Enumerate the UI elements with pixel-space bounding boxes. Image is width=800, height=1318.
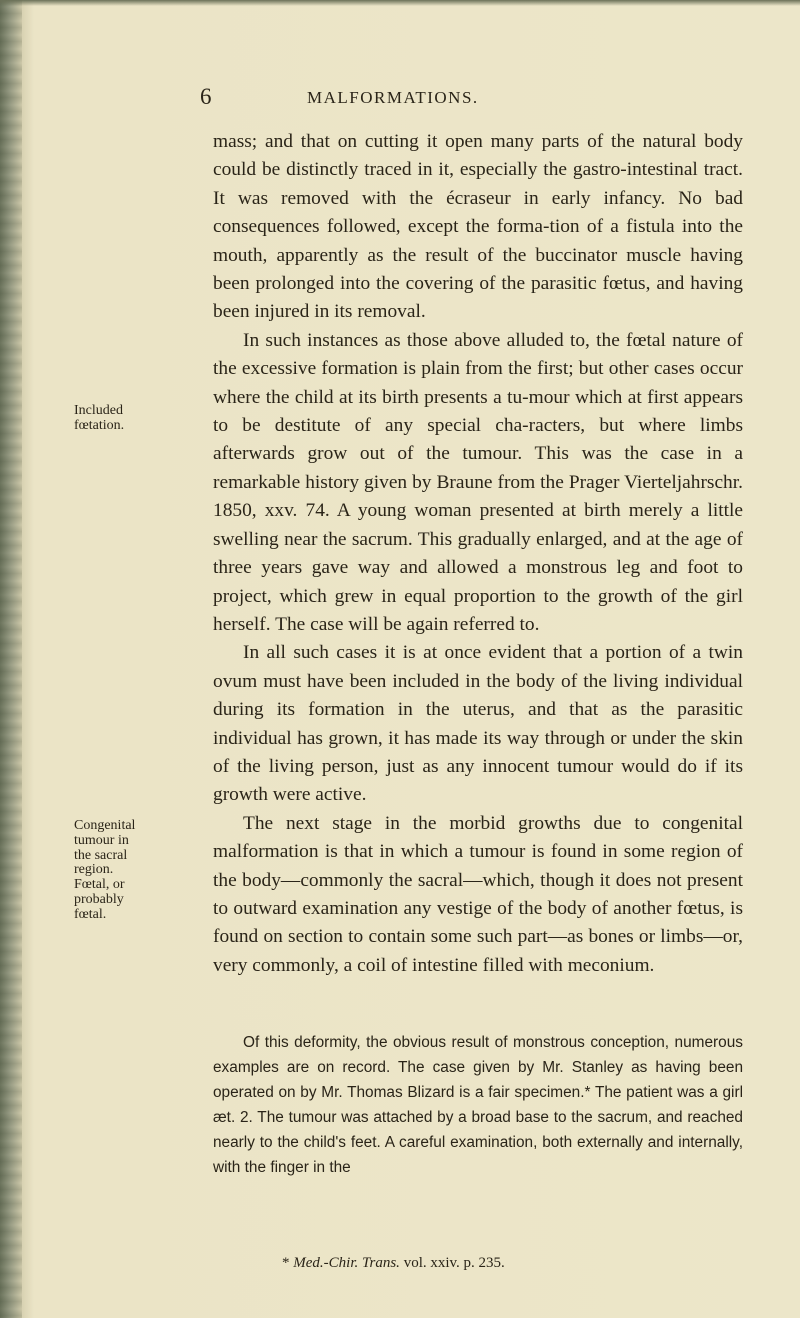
page-header bbox=[0, 84, 800, 114]
sidenote-line: tumour in bbox=[74, 832, 129, 848]
footnote-marker: * bbox=[282, 1255, 294, 1271]
small-paragraph: Of this deformity, the obvious result of monstrous conception, numerous examples are on record. The case given by Mr. Stanley as having been operated on by Mr. Thomas Blizard is a fair specimen.* The patient was a girl æt. 2. The tumour was attached by a broad base to the sacrum, and reached nearly to the child's feet. A careful examination, both externally and internally, with the finger in the bbox=[213, 1034, 743, 1177]
sidenote-line: Fœtal, or bbox=[74, 877, 125, 893]
sidenote-line: Included bbox=[74, 403, 123, 418]
page-number: 6 bbox=[200, 84, 212, 109]
paragraph: In such instances as those above alluded to, the fœtal nature of the excessive formation is plain from the first; but other cases occur where the child at its birth presents a tu-mour which at first appears to be destitute of any special cha-racters, but where limbs afterwards grow out of the tumour. This was the case in a remarkable history given by Braune from the Prager Vierteljahrschr. 1850, xxv. 74. A young woman presented at birth merely a little swelling near the sacrum. This gradually enlarged, and at the age of three years gave way and allowed a monstrous leg and foot to project, which grew in equal proportion to the growth of the girl herself. The case will be again referred to. bbox=[213, 329, 743, 635]
paragraph: mass; and that on cutting it open many parts of the natural body could be distinctly traced in it, especially the gastro-intestinal tract. It was removed with the écraseur in early infancy. No bad consequences followed, except the forma-tion of a fistula into the mouth, apparently as the result of the buccinator muscle having been prolonged into the covering of the parasitic fœtus, and having been injured in its removal. bbox=[213, 131, 743, 323]
sidenote-congenital-tumour bbox=[74, 819, 204, 923]
sidenote-line: the sacral bbox=[74, 847, 128, 863]
page-top-edge bbox=[0, 0, 800, 6]
running-head: MALFORMATIONS. bbox=[307, 88, 479, 107]
footnote-journal: Med.-Chir. Trans. bbox=[293, 1255, 400, 1271]
binding-edge bbox=[0, 0, 22, 1318]
sidenote-line: region. bbox=[74, 862, 114, 878]
footnote-reference: vol. xxiv. p. 235. bbox=[399, 1255, 505, 1271]
paragraph: In all such cases it is at once evident that a portion of a twin ovum must have been included in the body of the living individual during its formation in the uterus, and that as the parasitic individual has grown, it has made its way through or under the skin of the living person, just as any innocent tumour would do if its growth were active. bbox=[213, 642, 743, 806]
sidenote-line: Congenital bbox=[74, 818, 136, 833]
paragraph: The next stage in the morbid growths due to congenital malformation is that in which a tumour is found in some region of the body—commonly the sacral—which, though it does not present to outward examination any vestige of the body of another fœtus, is found on section to contain some such part—as bones or limbs—or, very commonly, a coil of intestine filled with meconium. bbox=[213, 812, 743, 976]
body-text bbox=[213, 128, 743, 980]
sidenote-line: fœtation. bbox=[74, 417, 125, 433]
sidenote-line: probably bbox=[74, 891, 124, 907]
footnote bbox=[282, 1255, 505, 1272]
sidenote-included-foetation bbox=[74, 404, 204, 434]
small-type-passage bbox=[213, 1030, 743, 1181]
sidenote-line: fœtal. bbox=[74, 906, 107, 922]
